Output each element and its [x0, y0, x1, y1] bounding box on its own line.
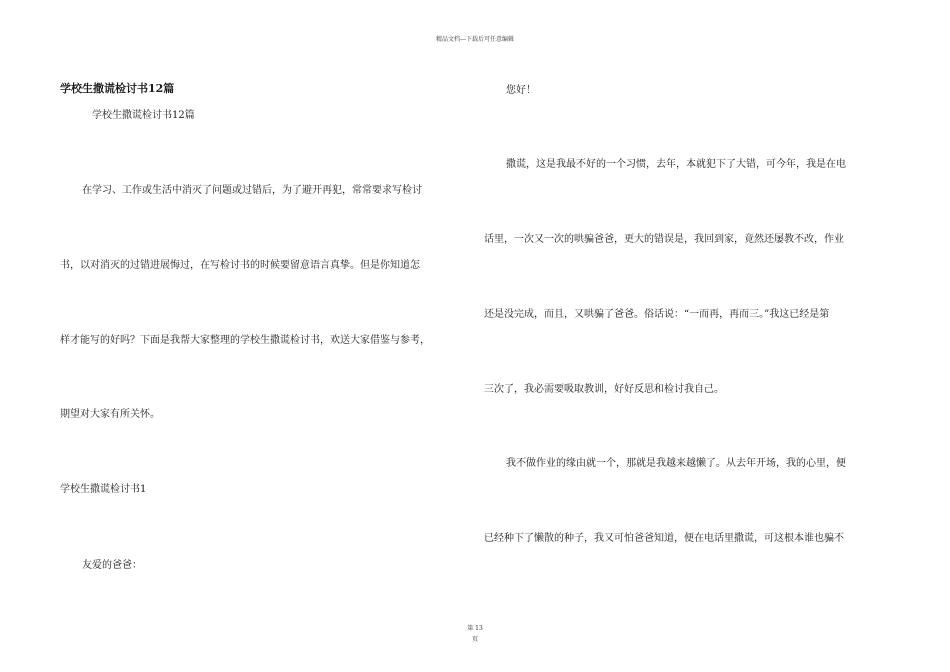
left-line-1: 学校生撒谎检讨书12篇: [92, 110, 195, 121]
left-line-3: 书，以对消灭的过错进展悔过，在写检讨书的时候要留意语言真挚。但是你知道怎: [60, 260, 420, 271]
left-line-6: 学校生撒谎检讨书1: [60, 484, 147, 495]
left-line-2: 在学习、工作或生活中消灭了问题或过错后，为了避开再犯，常常要求写检讨: [82, 185, 422, 196]
right-line-2: 撒谎，这是我最不好的一个习惯，去年，本就犯下了大错，可今年，我是在电: [506, 159, 846, 170]
right-line-6: 我不做作业的缘由就一个，那就是我越来越懒了。从去年开场，我的心里，便: [506, 458, 846, 469]
right-line-4: 还是没完成，而且，又哄骗了爸爸。俗话说：“一而再，再而三。”我这已经是第: [484, 309, 830, 320]
document-title: 学校生撒谎检讨书12篇: [60, 82, 175, 95]
left-line-4: 样才能写的好吗？下面是我帮大家整理的学校生撒谎检讨书，欢送大家借鉴与参考，: [60, 335, 430, 346]
page-prefix: 第: [467, 625, 474, 632]
page-suffix: 页: [471, 636, 478, 643]
left-line-5: 期望对大家有所关怀。: [60, 409, 160, 420]
page-header: 精品文档---下载后可任意编辑: [435, 36, 515, 43]
right-line-1: 您好！: [506, 85, 536, 96]
page-number: [0, 623, 950, 632]
right-line-3: 话里，一次又一次的哄骗爸爸，更大的错误是，我回到家，竟然还屡教不改，作业: [484, 234, 844, 245]
right-line-7: 已经种下了懒散的种子，我又可怕爸爸知道，便在电话里撒谎，可这根本谁也骗不: [484, 533, 844, 544]
right-line-5: 三次了，我必需要吸取教训，好好反思和检讨我自己。: [484, 384, 724, 395]
left-line-7: 友爱的爸爸：: [82, 560, 142, 571]
page-number-value: 13: [475, 625, 483, 632]
